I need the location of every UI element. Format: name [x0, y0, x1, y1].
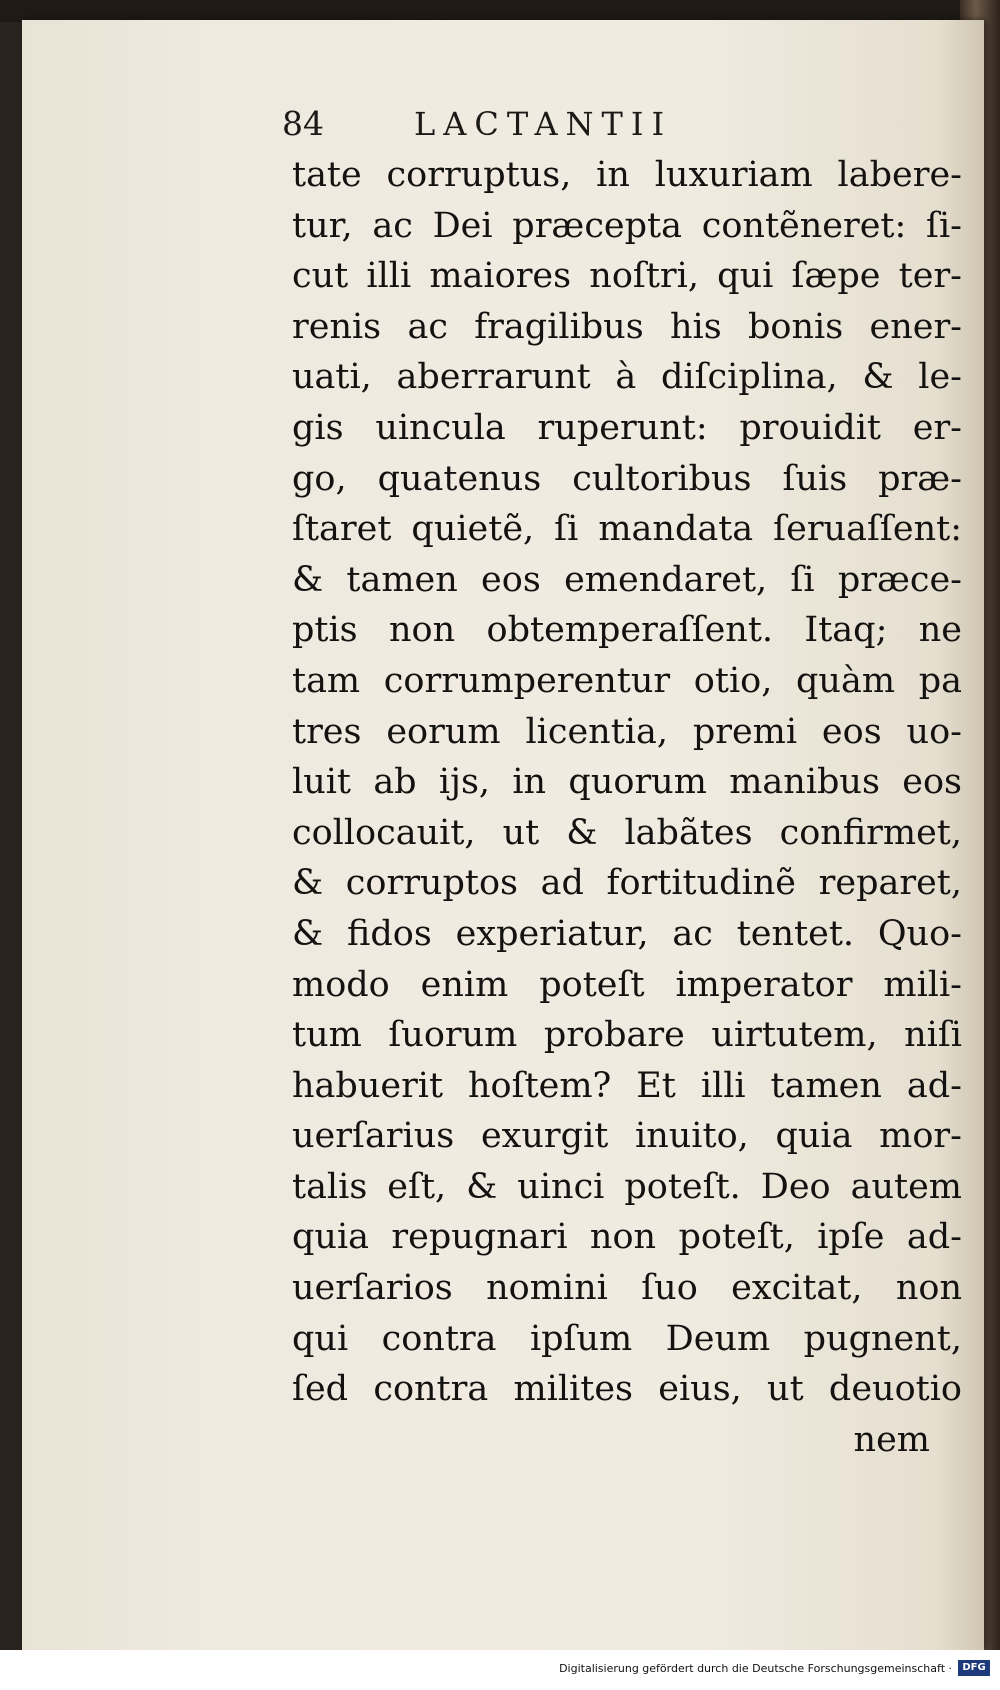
text-line: tate corruptus, in luxuriam labere- [292, 155, 962, 195]
text-line: ſtaret quietẽ, ſi mandata ſeruaſſent: [292, 509, 962, 550]
page-number: 84 [282, 104, 324, 143]
text-line: & fidos experiatur, ac tentet. Quo- [292, 913, 962, 954]
text-line: cut illi maiores noſtri, qui ſæpe ter- [292, 256, 962, 297]
text-line: gis uincula ruperunt: prouidit er- [292, 407, 962, 448]
catchword: nem [853, 1419, 930, 1460]
text-line: ſed contra milites eius, ut deuotio [292, 1369, 962, 1410]
text-line: tres eorum licentia, premi eos uo- [292, 711, 962, 752]
text-line: & corruptos ad fortitudinẽ reparet, [292, 863, 962, 904]
text-line: tur, ac Dei præcepta contẽneret: ſi- [292, 205, 962, 246]
text-line: uati, aberrarunt à diſciplina, & le- [292, 357, 962, 398]
text-line: modo enim poteſt imperator mili- [292, 964, 962, 1005]
text-line: tam corrumperentur otio, quàm pa [292, 660, 962, 701]
text-block [292, 150, 962, 1465]
running-title: LACTANTII [414, 105, 673, 143]
text-line: talis eſt, & uinci poteſt. Deo autem [292, 1166, 962, 1207]
text-line: habuerit hoſtem? Et illi tamen ad- [292, 1065, 962, 1106]
text-line: uerſarios nomini ſuo excitat, non [292, 1268, 962, 1309]
running-head [282, 100, 962, 148]
text-line: uerſarius exurgit inuito, quia mor- [292, 1116, 962, 1157]
dfg-logo-icon: DFG [958, 1660, 990, 1676]
text-line: qui contra ipſum Deum pugnent, [292, 1318, 962, 1359]
text-line: go, quatenus cultoribus ſuis præ- [292, 458, 962, 499]
text-line: quia repugnari non poteſt, ipſe ad- [292, 1217, 962, 1258]
digitization-footer [0, 1650, 1000, 1690]
text-line: & tamen eos emendaret, ſi præce- [292, 559, 962, 600]
text-line: luit ab ijs, in quorum manibus eos [292, 762, 962, 803]
text-line: ptis non obtemperaſſent. Itaq; ne [292, 610, 962, 651]
scan-top-edge [0, 0, 1000, 22]
text-line: tum ſuorum probare uirtutem, niſi [292, 1015, 962, 1056]
text-line: collocauit, ut & labãtes confirmet, [292, 812, 962, 853]
text-line: renis ac fragilibus his bonis ener- [292, 306, 962, 347]
digitization-credit: Digitalisierung gefördert durch die Deutsche Forschungsgemeinschaft · [559, 1662, 952, 1675]
